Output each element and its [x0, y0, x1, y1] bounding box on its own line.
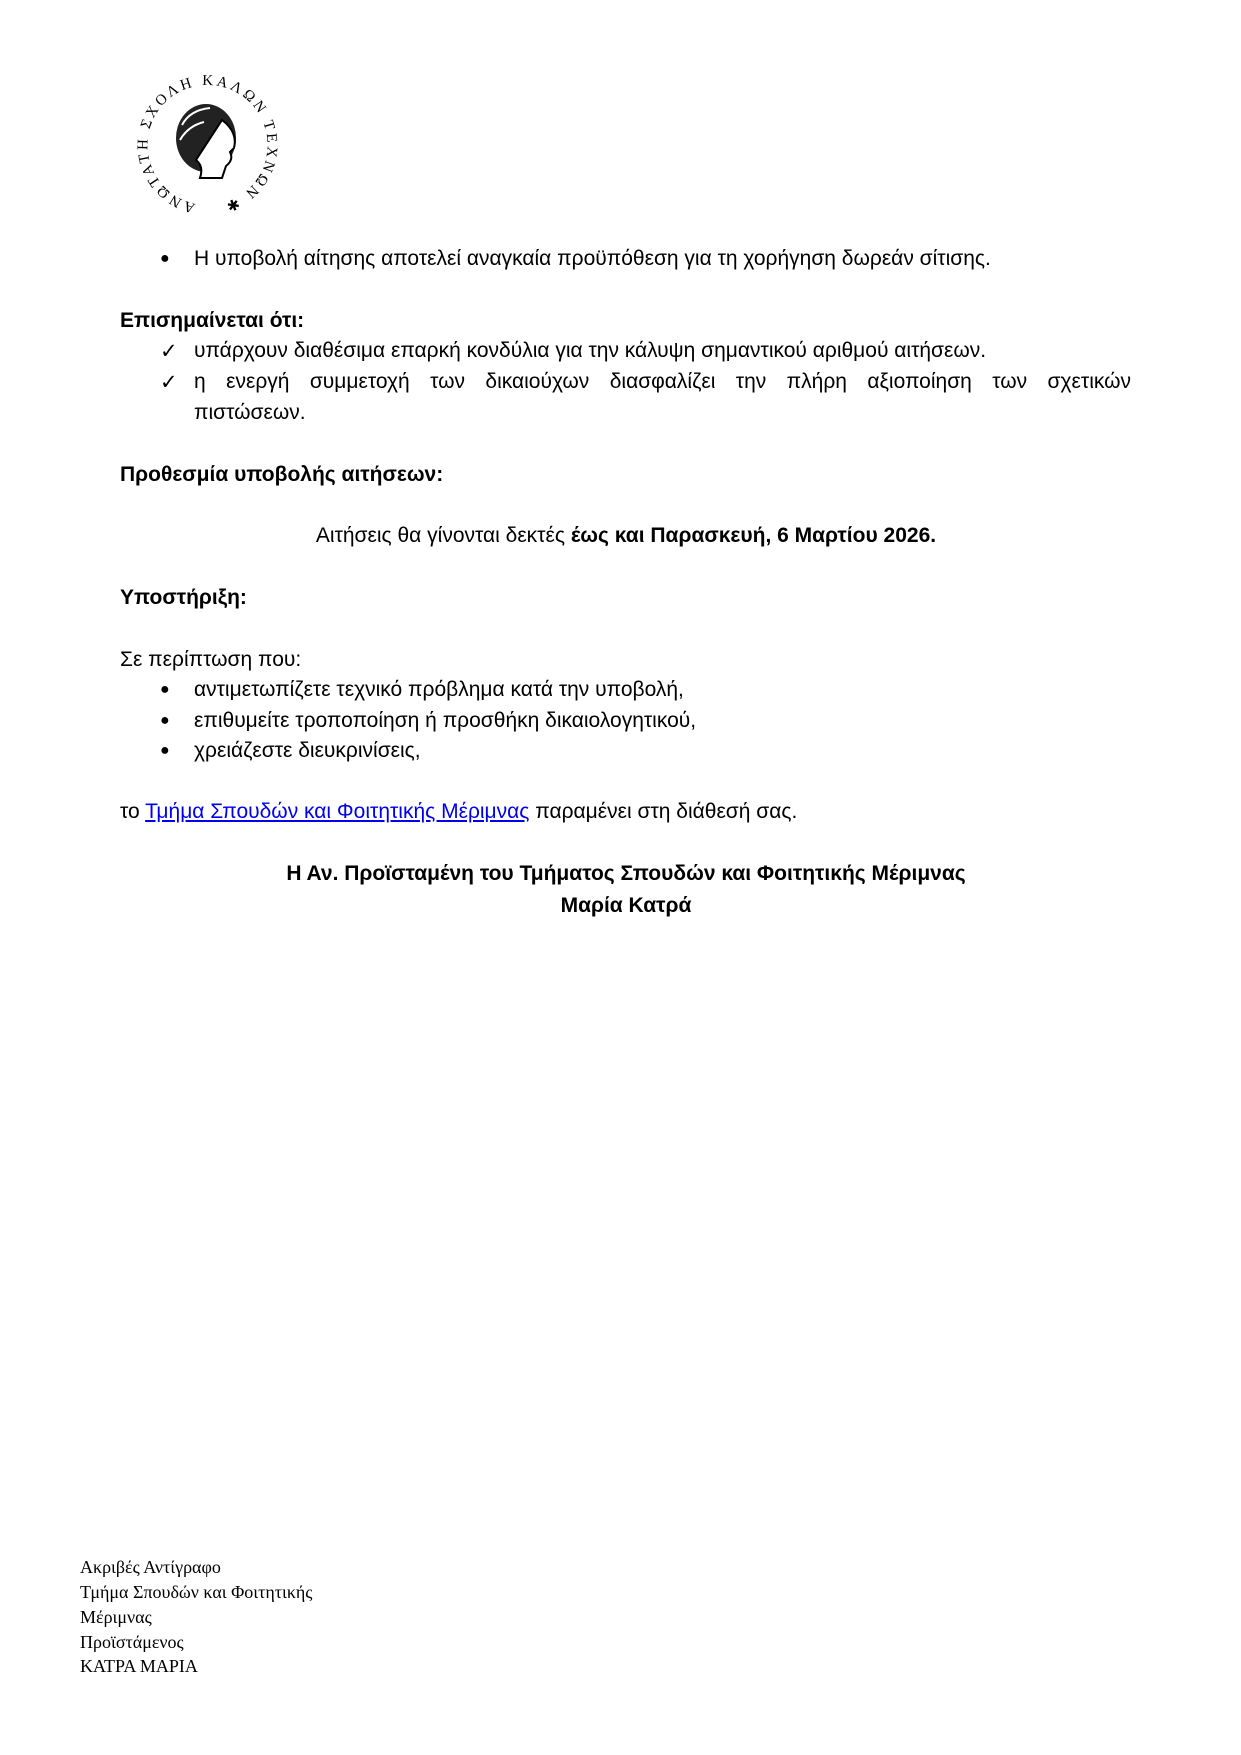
deadline-label: Αιτήσεις θα γίνονται δεκτές	[315, 524, 571, 547]
support-contact-line	[120, 799, 797, 825]
note-item: υπάρχουν διαθέσιμα επαρκή κονδύλια για την κάλυψη σημαντικού αριθμού αιτήσεων.	[194, 339, 987, 362]
signature-title: Η Αν. Προϊσταμένη του Τμήματος Σπουδών και Φοιτητικής Μέριμνας	[286, 862, 966, 885]
deadline-text	[0, 523, 1241, 549]
footer-line: ΚΑΤΡΑ ΜΑΡΙΑ	[80, 1656, 198, 1676]
footer-line: Προϊστάμενος	[80, 1632, 184, 1652]
support-item: χρειάζεστε διευκρινίσεις,	[194, 739, 421, 762]
support-item: αντιμετωπίζετε τεχνικό πρόβλημα κατά την υποβολή,	[194, 678, 684, 701]
bullet-icon: ●	[160, 681, 170, 698]
contact-prefix: το	[120, 800, 146, 823]
footer-line: Μέριμνας	[80, 1607, 152, 1627]
contact-suffix: παραμένει στη διάθεσή σας.	[529, 800, 798, 823]
footer-line: Ακριβές Αντίγραφο	[80, 1557, 221, 1577]
svg-text:ΑΝΩΤΑΤΗ ΣΧΟΛΗ ΚΑΛΩΝ ΤΕΧΝΩΝ ✱: ΑΝΩΤΑΤΗ ΣΧΟΛΗ ΚΑΛΩΝ ΤΕΧΝΩΝ ✱	[135, 72, 280, 216]
note-item-continued: πιστώσεων.	[194, 401, 306, 424]
bullet-icon: ●	[160, 250, 170, 267]
support-heading: Υποστήριξη:	[120, 586, 247, 609]
deadline-date: έως και Παρασκευή, 6 Μαρτίου 2026.	[570, 524, 937, 547]
support-intro: Σε περίπτωση που:	[120, 648, 302, 671]
note-item: η ενεργή συμμετοχή των δικαιούχων διασφαλίζει την πλήρη αξιοποίηση των σχετικών	[194, 370, 1131, 393]
deadline-heading: Προθεσμία υποβολής αιτήσεων:	[120, 463, 444, 486]
footer-line: Τμήμα Σπουδών και Φοιτητικής	[80, 1582, 313, 1602]
checkmark-icon: ✓	[160, 339, 178, 363]
school-logo	[130, 70, 285, 220]
signature-name: Μαρία Κατρά	[560, 894, 692, 917]
bullet-icon: ●	[160, 742, 170, 759]
head-profile-icon	[176, 104, 236, 178]
department-link[interactable]: Τμήμα Σπουδών και Φοιτητικής Μέριμνας	[145, 800, 530, 823]
bullet-icon: ●	[160, 712, 170, 729]
checkmark-icon: ✓	[160, 370, 178, 394]
support-item: επιθυμείτε τροποποίηση ή προσθήκη δικαιολογητικού,	[194, 709, 697, 732]
notes-heading: Επισημαίνεται ότι:	[120, 309, 305, 332]
intro-bullet-text: Η υποβολή αίτησης αποτελεί αναγκαία προϋπόθεση για τη χορήγηση δωρεάν σίτισης.	[194, 247, 991, 270]
